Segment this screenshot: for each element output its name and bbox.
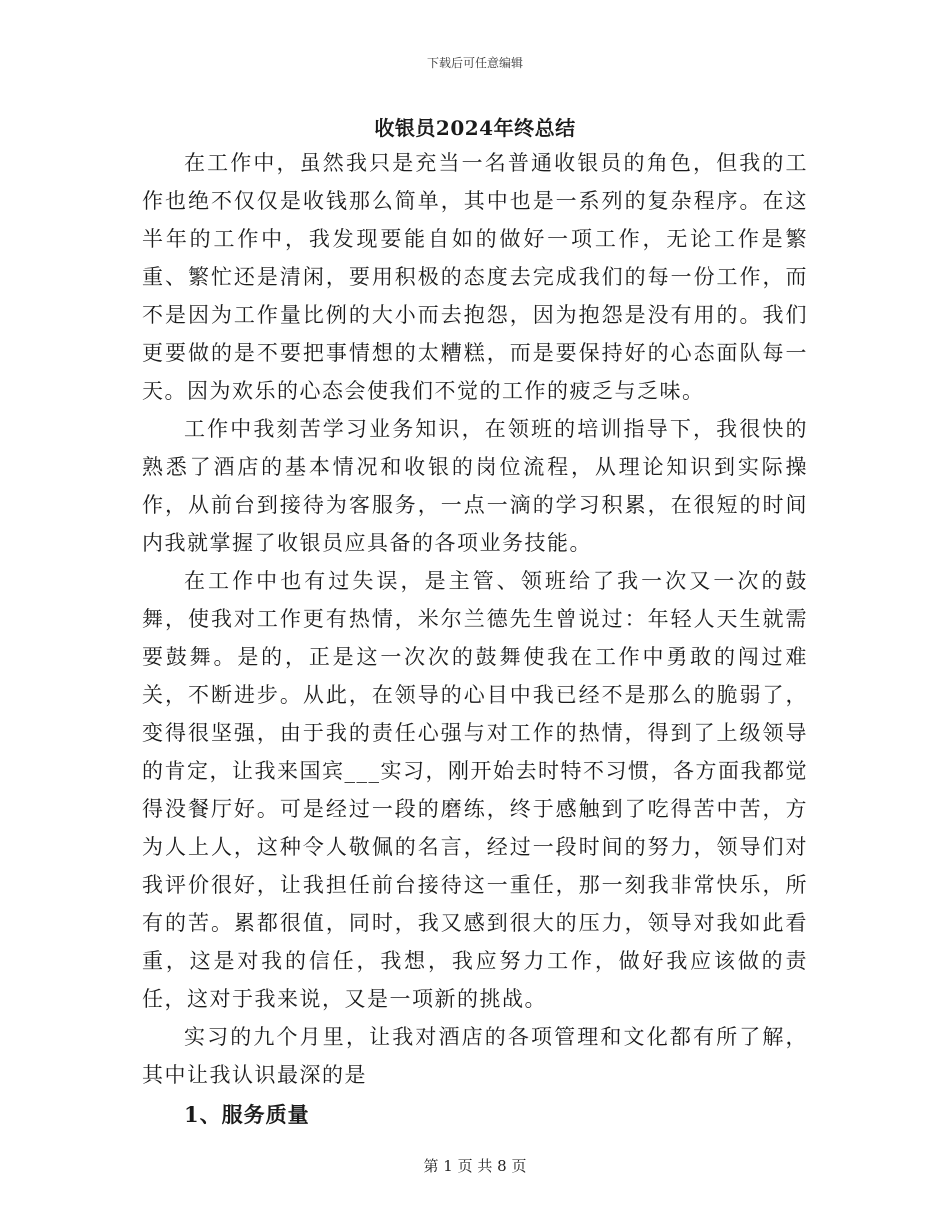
- paragraph-1: 在工作中，虽然我只是充当一名普通收银员的角色，但我的工作也绝不仅仅是收钱那么简单，其中也是一系列的复杂程序。在这半年的工作中，我发现要能自如的做好一项工作，无论工作是繁重、繁忙还是清闲，要用积极的态度去完成我们的每一份工作，而不是因为工作量比例的大小而去抱怨，因为抱怨是没有用的。我们更要做的是不要把事情想的太糟糕，而是要保持好的心态面队每一天。因为欢乐的心态会使我们不觉的工作的疲乏与乏味。: [142, 151, 808, 403]
- document-body: [142, 144, 808, 1134]
- header-note: 下载后可任意编辑: [426, 56, 523, 70]
- document-title: 收银员2024年终总结: [374, 116, 576, 140]
- paragraph-4: 实习的九个月里，让我对酒店的各项管理和文化都有所了解，其中让我认识最深的是: [142, 1025, 808, 1087]
- paragraph-3: 在工作中也有过失误，是主管、领班给了我一次又一次的鼓舞，使我对工作更有热情，米尔兰德先生曾说过：年轻人天生就需要鼓舞。是的，正是这一次次的鼓舞使我在工作中勇敢的闯过难关，不断进步。从此，在领导的心目中我已经不是那么的脆弱了，变得很坚强，由于我的责任心强与对工作的热情，得到了上级领导的肯定，让我来国宾___实习，刚开始去时特不习惯，各方面我都觉得没餐厅好。可是经过一段的磨练，终于感触到了吃得苦中苦，方为人上人，这种令人敬佩的名言，经过一段时间的努力，领导们对我评价很好，让我担任前台接待这一重任，那一刻我非常快乐，所有的苦。累都很值，同时，我又感到很大的压力，领导对我如此看重，这是对我的信任，我想，我应努力工作，做好我应该做的责任，这对于我来说，又是一项新的挑战。: [142, 569, 808, 1011]
- section-heading: 1、服务质量: [184, 1102, 310, 1127]
- page-footer: 第 1 页 共 8 页: [423, 1157, 527, 1175]
- paragraph-2: 工作中我刻苦学习业务知识，在领班的培训指导下，我很快的熟悉了酒店的基本情况和收银的岗位流程，从理论知识到实际操作，从前台到接待为客服务，一点一滴的学习积累，在很短的时间内我就掌握了收银员应具备的各项业务技能。: [142, 417, 808, 555]
